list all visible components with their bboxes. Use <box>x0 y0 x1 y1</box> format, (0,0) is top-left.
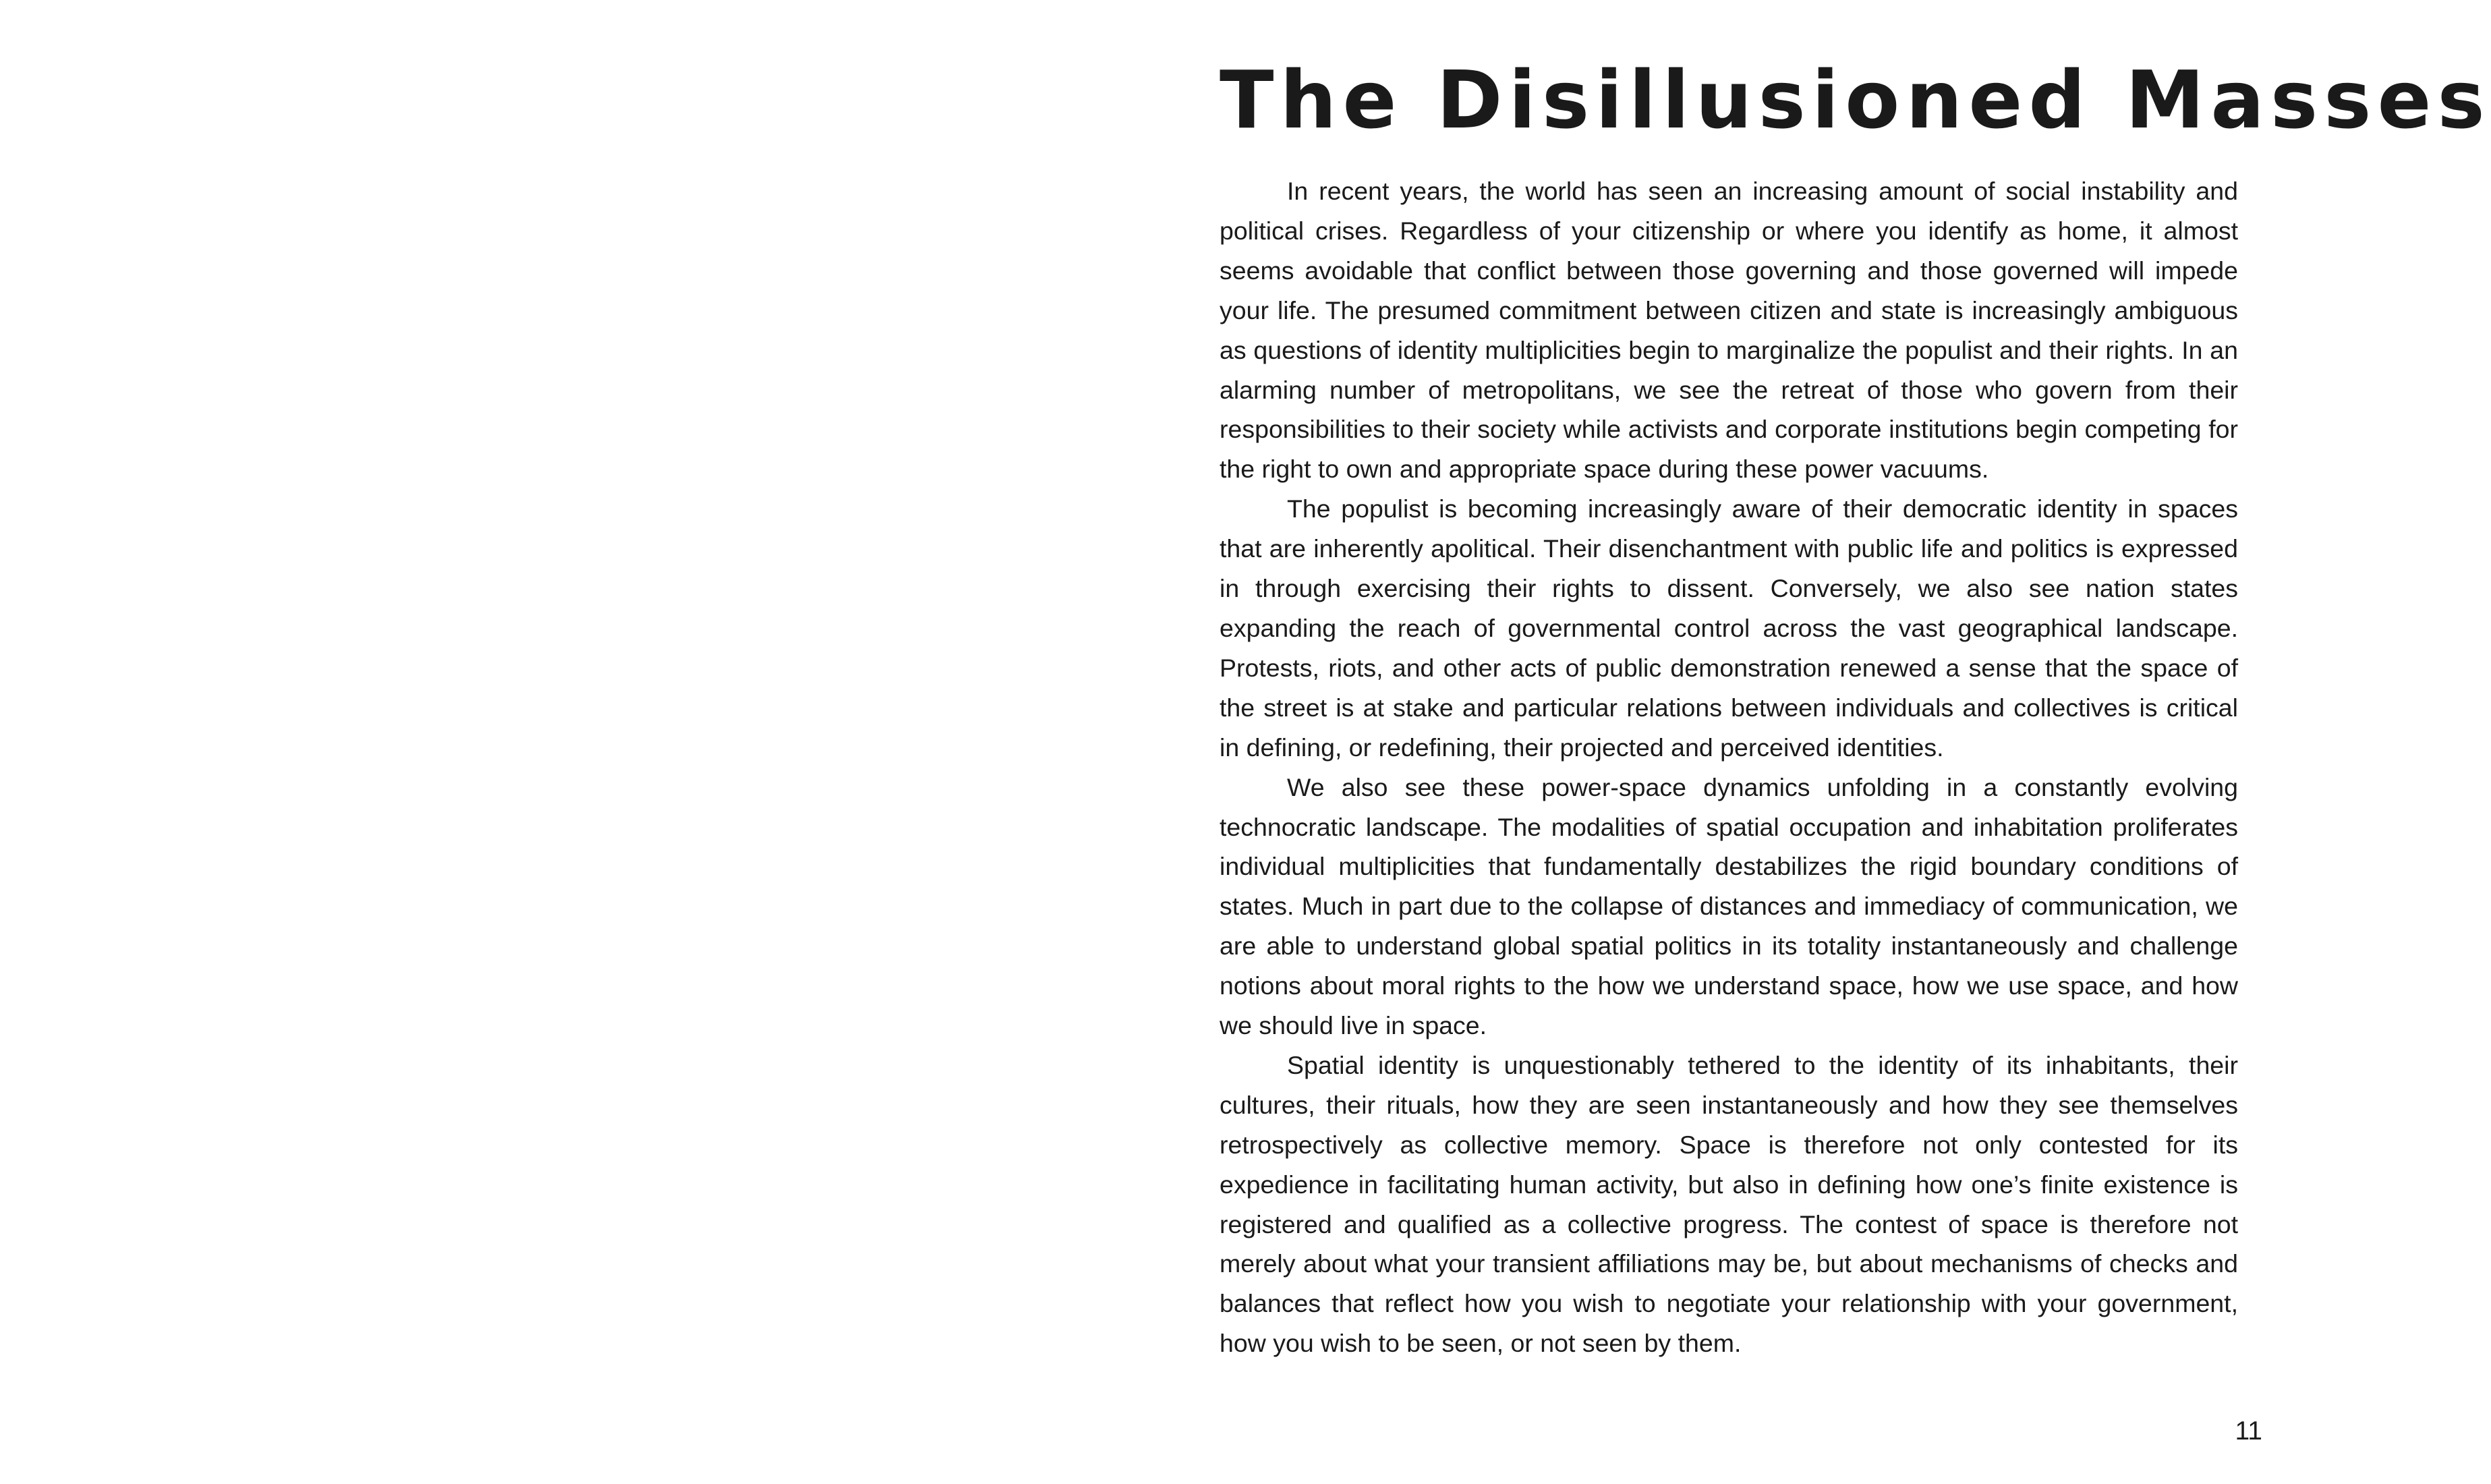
paragraph-4: Spatial identity is unquestionably tethered to the identity of its inhabitants, their cultures, their rituals, how they are seen instantaneously and how they see themselves retrospectively as collective memory. Space is therefore not only contested for its expedience in facilitating human activity, but also in defining how one’s finite existence is registered and qualified as a collective progress. The contest of space is therefore not merely about what your transient affiliations may be, but about mechanisms of checks and balances that reflect how you wish to negotiate your relationship with your government, how you wish to be seen, or not seen by them. <box>1220 1050 2238 1358</box>
body-text <box>1220 171 2238 1363</box>
paragraph-3: We also see these power-space dynamics unfolding in a constantly evolving technocratic landscape. The modalities of spatial occupation and inhabitation proliferates individual multiplicities that fundamentally destabilizes the rigid boundary conditions of states. Much in part due to the collapse of distances and immediacy of communication, we are able to understand global spatial politics in its totality instantaneously and challenge notions about moral rights to the how we understand space, how we use space, and how we should live in space. <box>1220 772 2238 1040</box>
paragraph-1: In recent years, the world has seen an increasing amount of social instability and political crises. Regardless of your citizenship or where you identify as home, it almost seems avoidable that conflict between those governing and those governed will impede your life. The presumed commitment between citizen and state is increasingly ambiguous as questions of identity multiplicities begin to marginalize the populist and their rights. In an alarming number of metropolitans, we see the retreat of those who govern from their responsibilities to their society while activists and corporate institutions begin competing for the right to own and appropriate space during these power vacuums. <box>1220 177 2238 484</box>
paragraph-2: The populist is becoming increasingly aware of their democratic identity in spaces that are inherently apolitical. Their disenchantment with public life and politics is expressed in through exercising their rights to dissent. Conversely, we also see nation states expanding the reach of governmental control across the vast geographical landscape. Protests, riots, and other acts of public demonstration renewed a sense that the space of the street is at stake and particular relations between individuals and collectives is critical in defining, or redefining, their projected and perceived identities. <box>1220 494 2238 762</box>
page-number: 11 <box>2235 1417 2262 1446</box>
page-title: The Disillusioned Masses <box>1220 53 2491 146</box>
left-page-blank <box>0 0 1147 1484</box>
